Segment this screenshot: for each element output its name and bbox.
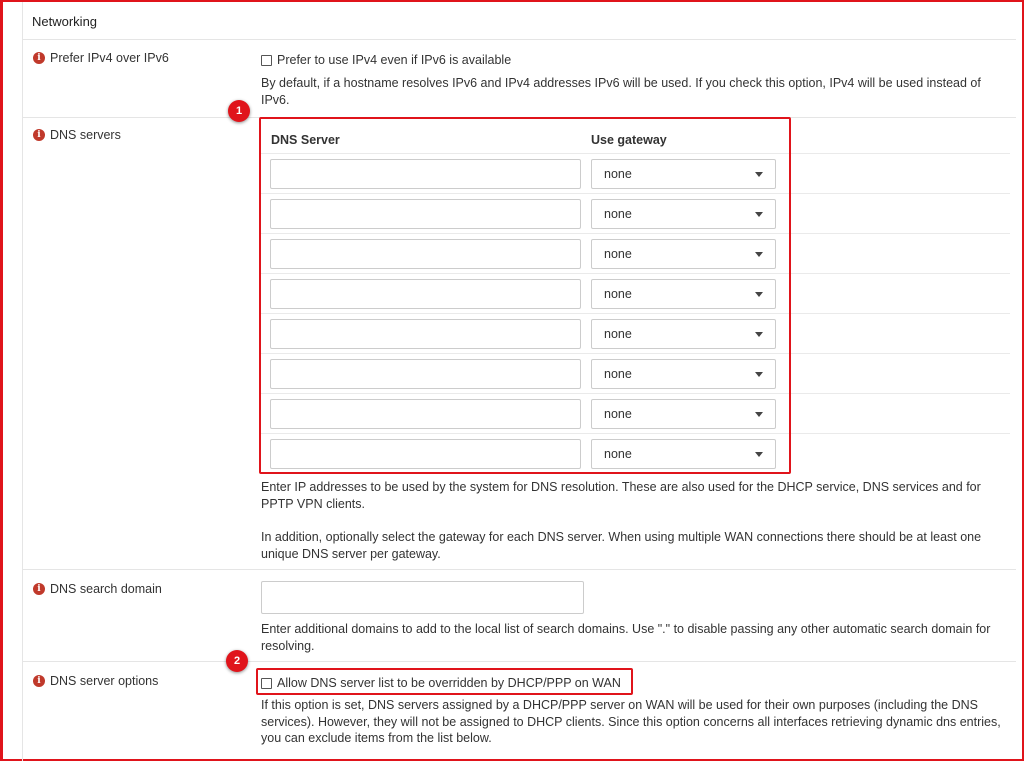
gateway-select-value: none [604, 167, 632, 181]
prefer-ipv4-option[interactable] [261, 53, 511, 67]
gateway-select-value: none [604, 447, 632, 461]
prefer-ipv4-checkbox[interactable] [261, 55, 272, 66]
gateway-select-value: none [604, 287, 632, 301]
info-icon[interactable]: i [33, 129, 45, 141]
dns-servers-highlight-box [259, 117, 791, 474]
dns-override-checkbox-label: Allow DNS server list to be overridden by DHCP/PPP on WAN [277, 676, 621, 690]
info-icon[interactable]: i [33, 52, 45, 64]
dns-search-domain-label-text: DNS search domain [50, 582, 162, 596]
dns-server-column-header: DNS Server [271, 133, 340, 147]
dns-server-options-label-text: DNS server options [50, 674, 159, 688]
dns-servers-gateway-help: In addition, optionally select the gateway for each DNS server. When using multiple WAN connections there should be at least one unique DNS server per gateway. [261, 530, 982, 561]
prefer-ipv4-label-text: Prefer IPv4 over IPv6 [50, 51, 169, 65]
prefer-ipv4-checkbox-label: Prefer to use IPv4 even if IPv6 is available [277, 53, 512, 67]
dns-servers-label [33, 128, 121, 142]
dns-server-options-help: If this option is set, DNS servers assigned by a DHCP/PPP server on WAN will be used for their own purposes (including the DNS services). However, they will not be assigned to DHCP clients. Since this option concerns all interfaces retrieving dynamic dns entries, you can exclude items from the list below. [261, 698, 1001, 745]
panel-border [22, 2, 23, 761]
row-divider [22, 661, 1016, 662]
prefer-ipv4-label [33, 51, 169, 65]
dns-search-domain-help: Enter additional domains to add to the local list of search domains. Use "." to disable passing any other automatic search domain for resolving. [261, 622, 991, 653]
dns-search-domain-input[interactable] [261, 581, 584, 614]
gateway-select-value: none [604, 207, 632, 221]
gateway-select-value: none [604, 327, 632, 341]
info-icon[interactable]: i [33, 675, 45, 687]
dns-override-highlight-box [256, 668, 633, 695]
dns-servers-help: Enter IP addresses to be used by the system for DNS resolution. These are also used for the DHCP service, DNS services and for PPTP VPN clients. [261, 480, 981, 511]
gateway-select-value: none [604, 367, 632, 381]
gateway-select-value: none [604, 407, 632, 421]
panel-title: Networking [22, 2, 1016, 40]
dns-server-options-label [33, 674, 158, 688]
annotation-badge-2: 2 [226, 650, 248, 672]
info-icon[interactable]: i [33, 583, 45, 595]
dns-servers-label-text: DNS servers [50, 128, 121, 142]
dns-search-domain-label [33, 582, 162, 596]
use-gateway-column-header: Use gateway [591, 133, 667, 147]
annotation-badge-1: 1 [228, 100, 250, 122]
gateway-select-value: none [604, 247, 632, 261]
prefer-ipv4-help: By default, if a hostname resolves IPv6 and IPv4 addresses IPv6 will be used. If you check this option, IPv4 will be used instead of IPv6. [261, 76, 981, 107]
row-divider [22, 569, 1016, 570]
